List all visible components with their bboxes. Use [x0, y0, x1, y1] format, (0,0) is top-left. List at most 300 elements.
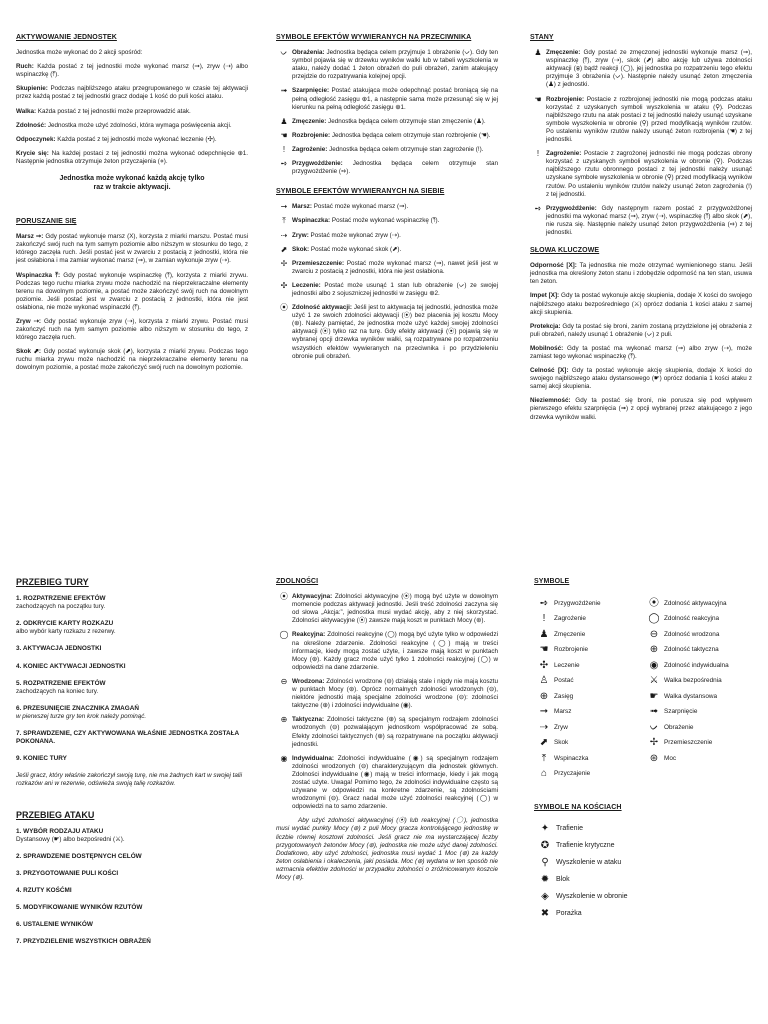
symbol-label: Przemieszczenie	[664, 739, 713, 747]
abilities-text	[292, 755, 498, 812]
symbol-icon: ➺	[539, 597, 549, 609]
symbol-label: Rozbrojenie	[554, 646, 589, 654]
dice-symbol-icon: ✦	[540, 822, 550, 834]
enemy_effects-term: Zagrożenie:	[292, 145, 328, 153]
enemy-effects-title: SYMBOLE EFEKTÓW WYWIERANYCH NA PRZECIWNIKA	[276, 34, 472, 41]
symbol-row	[534, 767, 644, 783]
states-text	[546, 49, 752, 89]
symbol-icon: ♟	[539, 628, 549, 640]
turn-step	[16, 645, 248, 653]
symbol-icon: ⬈	[539, 737, 549, 749]
enemy_effects-term: Rozbrojenie:	[292, 131, 331, 139]
movement-item	[16, 348, 248, 372]
effect-icon: ᨆ	[280, 48, 288, 58]
dice-symbol-label: Blok	[556, 875, 570, 883]
self_effects-text	[292, 304, 498, 361]
turn-step	[16, 755, 248, 763]
dice-symbol-label: Wyszkolenie w obronie	[556, 892, 628, 900]
turn-step-title: 2. ODKRYCIE KARTY ROZKAZU	[16, 620, 114, 628]
effect-icon: ⬈	[280, 244, 288, 254]
symbol-label: Zasięg	[554, 692, 574, 700]
state-icon: ➺	[534, 203, 542, 213]
enemy_effects-item	[276, 49, 498, 81]
self_effects-text	[292, 203, 498, 211]
symbol-icon: ✢	[649, 737, 659, 749]
symbol-label: Zryw	[554, 723, 568, 731]
symbol-row	[534, 674, 644, 690]
attack-step-title: 7. PRZYDZIELENIE WSZYSTKICH OBRAŻEŃ	[16, 938, 151, 946]
symbol-icon: ♙	[539, 675, 549, 687]
symbol-label: Walka bezpośrednia	[664, 677, 722, 685]
abilities-term: Aktywacyjna:	[292, 593, 333, 601]
activation-item	[16, 122, 248, 130]
activation-text: Na każdej postaci z tej jednostki można wykonać odepchnięcie ⊕1. Następnie jednostka otrzymuje żeton przyczajenia (⋄).	[16, 149, 249, 165]
activation-item	[16, 136, 248, 144]
symbol-icon: ➟	[649, 706, 659, 718]
abilities-item	[276, 631, 498, 671]
dice-symbol-label: Porażka	[556, 909, 582, 917]
movement-text: Gdy postać wykonuje skok (⬈), korzysta z miarki zrywu. Podczas tego ruchu miarka zrywu może nachodzić na nieprzekraczalne elementy terenu na dowolnym poziomie, a postać może zakończyć swój ruch na dowolnym poziomie.	[16, 348, 248, 372]
turn-step	[16, 680, 248, 696]
effect-icon: ➞	[280, 202, 288, 212]
keywords-term: Nieziemność:	[530, 397, 571, 405]
activation-term: Zdolność:	[16, 121, 47, 129]
symbol-label: Obrażenie	[664, 723, 694, 731]
abilities-item	[276, 678, 498, 710]
states-desc: Gdy postać ze zmęczonej jednostki wykonuje marsz (➞), wspinaczkę (⤒), zryw (⇢), skok (⬈) albo akcję lub używa zdolności aktywacji (⦿) bądź reakcji (◯), jej jednostka po rozpatrzeniu tego efektu przyjmuje 3 obrażenia (ᨆ). Następnie należy usunąć żeton zmęczenia (♟) z jednostki.	[546, 49, 752, 89]
states-term: Rozbrojenie:	[546, 95, 585, 103]
ability-icon: ◉	[280, 753, 288, 763]
enemy_effects-text	[292, 146, 498, 154]
movement-term: Marsz ➞:	[16, 233, 44, 241]
abilities-desc: Zdolności wrodzone (⊖) działają stale i nigdy nie mają kosztu w punktach Mocy (⊛). Oprócz normalnych zdolności wrodzonych (⊖), niektóre jednostki mają specjalne zdolności wrodzone (⊖): zdolności taktyczne (⊕) i zdolności indywidualne (◉).	[292, 677, 498, 710]
keywords-text: Ta jednostka nie może otrzymać wymienionego stanu. Jeśli jednostka ma określony żeton stanu i zdobędzie odporność na ten stan, usuwa ten żeton.	[530, 262, 752, 286]
symbol-label: Zdolność reakcyjna	[664, 615, 720, 623]
dice-symbol-row	[534, 820, 760, 837]
activation-title: AKTYWOWANIE JEDNOSTEK	[16, 34, 117, 41]
self_effects-text	[292, 282, 498, 298]
keywords-item	[530, 397, 752, 421]
activation-term: Krycie się:	[16, 149, 49, 157]
symbol-icon: ⚔	[649, 675, 659, 687]
symbol-label: Przygwożdżenie	[554, 599, 601, 607]
enemy_effects-item	[276, 87, 498, 111]
movement-term: Wspinaczka ⤒:	[16, 271, 61, 279]
turn-step-text: zachodzących na koniec tury.	[16, 687, 99, 695]
keywords-item	[530, 323, 752, 339]
attack-step	[16, 887, 248, 895]
symbol-label: Zdolność indywidualna	[664, 661, 729, 669]
symbol-row	[644, 596, 754, 612]
self_effects-item	[276, 232, 498, 240]
enemy_effects-term: Szarpnięcie:	[292, 87, 330, 95]
effect-icon: ☚	[280, 130, 288, 140]
states-column	[530, 34, 752, 428]
turn-step	[16, 705, 248, 721]
symbol-label: Wspinaczka	[554, 754, 589, 762]
abilities-desc: Zdolności reakcyjne (◯) mogą być użyte tylko w odpowiedzi na określone zdarzenie. Zdolności reakcyjne (◯) mają w treści informacje, kiedy mogą zostać użyte, i zawsze mają koszt w punktach Mocy (⊛). Każdy gracz może użyć tylko 1 zdolności reakcyjnej (◯) w odpowiedzi na dane zdarzenie.	[292, 631, 498, 671]
enemy_effects-desc: Jednostka będąca celem otrzymuje stan przygwożdżenie (➺).	[292, 160, 498, 176]
dice-title: SYMBOLE NA KOŚCIACH	[534, 804, 622, 812]
enemy_effects-item	[276, 146, 498, 154]
symbol-row	[534, 643, 644, 659]
self_effects-text	[292, 232, 498, 240]
dice-symbol-row	[534, 888, 760, 905]
symbols-column	[534, 578, 760, 922]
turn-step-title: 3. AKTYWACJA JEDNOSTKI	[16, 645, 102, 653]
keywords-term: Celność [X]:	[530, 367, 569, 375]
abilities-text	[292, 716, 498, 748]
enemy_effects-text	[292, 49, 498, 81]
abilities-text	[292, 678, 498, 710]
states-item	[530, 150, 752, 199]
enemy-effects-list	[276, 49, 498, 176]
symbol-icon: ✣	[539, 659, 549, 671]
symbol-label: Zdolność taktyczna	[664, 646, 719, 654]
attack-step-title: 4. RZUTY KOŚĆMI	[16, 886, 72, 894]
symbol-label: Przyczajenie	[554, 770, 591, 778]
self-effects-list	[276, 203, 498, 360]
states-desc: Gdy następnym razem postać z przygwożdżonej jednostki ma wykonać marsz (➞), zryw (⇢), wspinaczkę (⤒) albo skok (⬈), nie rusza się. Następnie należy usunąć żeton przygwożdżenia (➺) z tej jednostki.	[546, 204, 752, 236]
states-term: Przygwożdżenie:	[546, 204, 597, 212]
state-icon: ♟	[534, 48, 542, 58]
self-effects-title: SYMBOLE EFEKTÓW WYWIERANYCH NA SIEBIE	[276, 188, 445, 196]
enemy_effects-desc: Jednostka będąca celem otrzymuje stan zagrożenie (!).	[327, 145, 484, 153]
activation-text: Każda postać z tej jednostki może przeprowadzić atak.	[36, 107, 191, 115]
symbols-title: SYMBOLE	[534, 578, 570, 585]
symbol-icon: ☛	[649, 690, 659, 702]
symbol-icon: ☚	[539, 644, 549, 656]
keywords-item	[530, 292, 752, 316]
enemy_effects-text	[292, 118, 498, 126]
abilities-note: Aby użyć zdolności aktywacyjnej (⦿) lub reakcyjnej (◯), jednostka musi wydać punkty Mocy (⊛) z puli Mocy gracza kontrolującego jednostkę w liczbie równej kosztowi zdolności. Jeśli gracz nie ma wystarczającej liczby przygotowanych żetonów Mocy (⊛), jednostka nie może użyć danej zdolności. Dodatkowo, aby użyć zdolności, jednostka musi wydać 1 Moc (⊛) za każdy żeton osłabienia i okaleczenia, jaki posiada. Moc (⊛) wydana w ten sposób nie wzmacnia efektów zdolności w przypadku zdolności o zróżnicowanym koszcie Mocy (⊛).	[276, 817, 498, 881]
symbols-grid	[534, 596, 760, 782]
effect-icon: ⇢	[280, 230, 288, 240]
enemy_effects-text	[292, 132, 498, 140]
symbol-label: Marsz	[554, 708, 572, 716]
symbol-row	[644, 612, 754, 628]
turn-step	[16, 663, 248, 671]
self_effects-term: Marsz:	[292, 203, 312, 211]
symbol-label: Zdolność aktywacyjna	[664, 599, 727, 607]
symbol-row	[534, 720, 644, 736]
symbol-row	[644, 627, 754, 643]
activation-text: Jednostka może użyć zdolności, która wymaga poświęcenia akcji.	[46, 121, 232, 129]
symbol-row	[644, 658, 754, 674]
symbol-row	[644, 705, 754, 721]
abilities-term: Taktyczna:	[292, 716, 325, 724]
turn-step	[16, 730, 248, 746]
activation-note: Jednostka może wykonać każdą akcję tylko raz w trakcie aktywacji.	[59, 175, 205, 192]
self_effects-item	[276, 203, 498, 211]
movement-list	[16, 233, 248, 372]
keywords-text: Gdy ta postać ma wykonać marsz (➞) albo zryw (⇢), może zamiast tego wykonać wspinaczkę (⤒).	[530, 344, 752, 360]
enemy_effects-term: Obrażenia:	[292, 49, 325, 57]
activation-text: Podczas najbliższego ataku przegrupowanego w czasie tej aktywacji przez każdą postać z tej jednostki gracz dodaje 1 kość do puli kości ataku.	[16, 85, 248, 101]
dice-symbol-row	[534, 905, 760, 922]
symbol-row	[534, 736, 644, 752]
symbol-label: Postać	[554, 677, 574, 685]
attack-step-text: Dystansowy (☛) albo bezpośredni (⚔).	[16, 835, 125, 843]
attack-step-title: 6. USTALENIE WYNIKÓW	[16, 921, 93, 929]
symbol-icon: ➞	[539, 706, 549, 718]
activation-term: Odpoczynek:	[16, 135, 56, 143]
effect-icon: ➺	[280, 159, 288, 169]
abilities-item	[276, 755, 498, 812]
symbol-label: Zdolność wrodzona	[664, 630, 720, 638]
attack-steps	[16, 828, 248, 947]
dice-symbol-label: Trafienie krytyczne	[556, 841, 615, 849]
abilities-column	[276, 578, 498, 888]
enemy_effects-text	[292, 87, 498, 111]
self_effects-item	[276, 260, 498, 276]
symbol-row	[644, 643, 754, 659]
symbol-row	[644, 689, 754, 705]
dice-symbol-label: Trafienie	[556, 824, 583, 832]
attack-step-title: 5. MODYFIKOWANIE WYNIKÓW RZUTÓW	[16, 904, 143, 912]
abilities-desc: Zdolności aktywacyjne (⦿) mogą być użyte w dowolnym momencie podczas aktywacji jednostki. Jeśli treść zdolności zaczyna się od słowa „Akcja:”, jednostka musi wydać akcję, aby z niej skorzystać. Zdolności aktywacyjne (⦿) zawsze mają koszt w punktach Mocy (⊛).	[292, 593, 498, 625]
keywords-text: Gdy ta postać się broni, nie porusza się pod wpływem pierwszego efektu szarpnięcia (➟) z opcji wybranej przez atakującego z jego drzewka wyników walki.	[530, 397, 752, 421]
symbol-row	[534, 612, 644, 628]
abilities-term: Wrodzona:	[292, 677, 325, 685]
enemy_effects-desc: Postać atakująca może odepchnąć postać broniącą się na pełną odległość zasięgu ⊕1, a następnie sama może przesunąć się w jej kierunku na pełną odległość zasięgu ⊕1.	[292, 87, 498, 111]
states-term: Zmęczenie:	[546, 49, 581, 57]
keywords-title: SŁOWA KLUCZOWE	[530, 247, 600, 255]
symbol-row	[644, 751, 754, 767]
symbol-icon: ⊖	[649, 628, 659, 640]
ability-icon: ⦿	[280, 592, 288, 602]
activation-list	[16, 63, 248, 166]
effect-icon: ✢	[280, 258, 288, 268]
symbol-label: Zmęczenie	[554, 630, 586, 638]
states-item	[530, 205, 752, 237]
states-text	[546, 205, 752, 237]
symbols-left	[534, 596, 644, 782]
attack-step-title: 1. WYBÓR RODZAJU ATAKU	[16, 827, 104, 835]
abilities-text	[292, 631, 498, 671]
dice-symbol-icon: ✖	[540, 907, 550, 919]
abilities-term: Indywidualna:	[292, 754, 334, 762]
symbol-icon: ᨆ	[649, 721, 659, 733]
keywords-text: Gdy ta postać się broni, zanim zostaną przydzielone jej obrażenia z puli obrażeń, należy usunąć 1 obrażenie (ᨆ) z puli.	[530, 322, 752, 338]
dice-symbol-icon: ✹	[540, 873, 550, 885]
ability-icon: ◯	[279, 630, 289, 640]
symbol-icon: ◉	[649, 659, 659, 671]
turn-step	[16, 595, 248, 611]
turn-step-title: 5. ROZPATRZENIE EFEKTÓW	[16, 679, 106, 687]
dice-symbol-row	[534, 837, 760, 854]
enemy_effects-desc: Jednostka będąca celem przyjmuje 1 obrażenie (ᨆ). Gdy ten symbol pojawia się w drzewku wyników walki lub w tabeli wyszkolenia w ataku, należy dodać 1 żeton obrażeń do puli obrażeń, zanim atakujący przejdzie do rozpatrywania kolejnej opcji.	[292, 49, 498, 81]
activation-term: Ruch:	[16, 63, 34, 71]
ability-icon: ⊖	[280, 676, 288, 686]
keywords-text: Gdy ta postać wykonuje akcję skupienia, dodaje X kości do swojego najbliższego ataku bezpośredniego (⚔) oprócz dodania 1 kości ataku z samej akcji skupienia.	[530, 292, 752, 316]
abilities-item	[276, 593, 498, 625]
enemy_effects-term: Zmęczenie:	[292, 117, 327, 125]
keywords-item	[530, 262, 752, 286]
self_effects-term: Przemieszczenie:	[292, 259, 345, 267]
keywords-item	[530, 345, 752, 361]
turn-step-title: 7. SPRAWDZENIE, CZY AKTYWOWANA WŁAŚNIE JEDNOSTKA ZOSTAŁA POKONANA.	[16, 730, 239, 746]
turn-step-title: 6. PRZESUNIĘCIE ZNACZNIKA ZMAGAŃ	[16, 704, 139, 712]
dice-symbol-icon: ◈	[541, 890, 549, 902]
symbol-icon: ⇢	[539, 721, 549, 733]
symbol-label: Walka dystansowa	[664, 692, 718, 700]
abilities-list	[276, 593, 498, 811]
activation-term: Skupienie:	[16, 85, 48, 93]
symbol-row	[534, 596, 644, 612]
activation-text: Każda postać z tej jednostki może wykonać leczenie (✣).	[55, 135, 217, 143]
movement-term: Zryw ⇢:	[16, 317, 42, 325]
keywords-term: Odporność [X]:	[530, 262, 577, 270]
states-item	[530, 96, 752, 145]
movement-text: Gdy postać wykonuje marsz (X), korzysta z miarki marszu. Postać musi zakończyć swój ruch na tym samym poziomie albo niższym w stosunku do tego, z którego zaczęła ruch. Jeśli postać jest w zwarciu z postacią z jednostki, która nie jest osłabiona i ma zamiar wykonać marsz (➞), w zamian wykonuje zryw (⇢).	[16, 233, 248, 265]
states-desc: Postacie z zagrożonej jednostki nie mogą podczas obrony korzystać z uzyskanych symboli wyszkolenia w obronie (⚲). Podczas najbliższego rzutu obronnego postaci z tej jednostki należy usunąć uzyskane symbole wyszkolenia w obronie (⚲) przed modyfikacją wyników rzutów. Po ustaleniu wyników rzutów należy usunąć żeton zagrożenia (!) z tej jednostki.	[546, 150, 752, 198]
keywords-item	[530, 367, 752, 391]
symbol-row	[534, 627, 644, 643]
ability-icon: ⊕	[280, 715, 288, 725]
attack-step	[16, 870, 248, 878]
keywords-text: Gdy ta postać wykonuje akcję skupienia, dodaje X kości do swojego najbliższego ataku dystansowego (☛) oprócz dodania 1 kości ataku z samej akcji skupienia.	[530, 367, 752, 391]
self_effects-term: Leczenie:	[292, 281, 321, 289]
turn-step	[16, 620, 248, 636]
effect-icon: ➟	[280, 86, 288, 96]
symbol-row	[534, 751, 644, 767]
enemy_effects-item	[276, 118, 498, 126]
self_effects-term: Skok:	[292, 245, 310, 253]
enemy_effects-text	[292, 160, 498, 176]
symbol-row	[644, 720, 754, 736]
enemy_effects-item	[276, 132, 498, 140]
attack-step	[16, 938, 248, 946]
enemy_effects-item	[276, 160, 498, 176]
effect-icon: ⦿	[280, 303, 288, 313]
attack-step-title: 3. PRZYGOTOWANIE PULI KOŚCI	[16, 869, 119, 877]
symbol-row	[534, 689, 644, 705]
symbol-icon: !	[542, 613, 546, 625]
attack-step	[16, 828, 248, 844]
self_effects-term: Zryw:	[292, 231, 309, 239]
activation-column	[16, 34, 248, 379]
effects-column	[276, 34, 498, 367]
attack-title: PRZEBIEG ATAKU	[16, 809, 95, 820]
activation-item	[16, 63, 248, 79]
symbol-row	[644, 736, 754, 752]
sequence-column	[16, 578, 248, 955]
abilities-desc: Zdolności taktyczne (⊕) są specjalnym rodzajem zdolności wrodzonych (⊖) pozwalającym jednostkom współpracować ze sobą. Efekty zdolności taktycznych (⊕) są rozpatrywane na początku aktywacji jednostki.	[292, 716, 498, 748]
turn-step-title: 9. KONIEC TURY	[16, 755, 67, 763]
turn-step-text: zachodzących na początku tury.	[16, 603, 106, 611]
state-icon: ☚	[534, 94, 542, 104]
self_effects-term: Wspinaczka:	[292, 217, 331, 225]
enemy_effects-desc: Jednostka będąca celem otrzymuje stan zmęczenie (♟).	[326, 117, 486, 125]
self_effects-desc: Postać może wykonać wspinaczkę (⤒).	[330, 217, 440, 225]
self_effects-desc: Postać może wykonać marsz (➞).	[311, 203, 409, 211]
symbol-icon: ⊛	[649, 752, 659, 764]
states-title: STANY	[530, 34, 554, 41]
abilities-text	[292, 593, 498, 625]
attack-step-title: 2. SPRAWDZENIE DOSTĘPNYCH CELÓW	[16, 852, 142, 860]
symbol-label: Leczenie	[554, 661, 580, 669]
symbol-icon: ⤒	[541, 752, 547, 764]
dice-symbol-row	[534, 854, 760, 871]
movement-item	[16, 272, 248, 312]
enemy_effects-desc: Jednostka będąca celem otrzymuje stan rozbrojenie (☚).	[330, 131, 491, 139]
movement-text: Gdy postać wykonuje wspinaczkę (⤒), korzysta z miarki zrywu. Podczas tego ruchu miarka zrywu może nachodzić na nieprzekraczalne elementy terenu na dowolnym poziomie, a postać może zakończyć swój ruch na dowolnym poziomie. Jeśli postać jest w zwarciu z postacią z jednostki, która nie jest osłabiona, nie może wykonać wspinaczki (⤒).	[16, 271, 248, 311]
self_effects-desc: Postać może usunąć 1 stan lub obrażenie (ᨆ) ze swojej jednostki albo z sojuszniczej jednostki w zasięgu ⊕2.	[292, 281, 498, 297]
movement-item	[16, 233, 248, 265]
attack-step	[16, 853, 248, 861]
keywords-term: Mobilność:	[530, 344, 564, 352]
activation-intro: Jednostka może wykonać do 2 akcji spośród:	[16, 49, 143, 57]
states-desc: Postacie z rozbrojonej jednostki nie mogą podczas ataku korzystać z uzyskanych symboli wyszkolenia w ataku (⚲). Podczas najbliższego rzutu na atak postaci z tej jednostki należy usunąć uzyskane symbole wyszkolenia w obronie (⚲) przed modyfikacją wyników rzutów. Po ustaleniu wyników rzutów należy usunąć żeton rozbrojenia (☚) z tej jednostki.	[546, 95, 752, 144]
abilities-term: Reakcyjna:	[292, 631, 326, 639]
attack-step	[16, 921, 248, 929]
dice-symbol-icon: ✪	[540, 839, 550, 851]
symbol-icon: ⊕	[539, 690, 549, 702]
turn-step-title: 4. KONIEC AKTYWACJI JEDNOSTKI	[16, 662, 126, 670]
keywords-term: Protekcja:	[530, 322, 561, 330]
symbol-row	[534, 705, 644, 721]
symbol-row	[534, 658, 644, 674]
self_effects-desc: Postać może wykonać marsz (➞), nawet jeśli jest w zwarciu z postacią z jednostki, która nie jest osłabiona.	[292, 259, 498, 275]
self_effects-item	[276, 304, 498, 361]
effect-icon: ⤒	[282, 216, 286, 226]
self_effects-text	[292, 260, 498, 276]
symbol-label: Szarpnięcie	[664, 708, 698, 716]
activation-text: Każda postać z tej jednostki może wykonać marsz (➞), zryw (⇢) albo wspinaczkę (⤒).	[16, 63, 248, 79]
states-text	[546, 96, 752, 145]
self_effects-desc: Postać może wykonać skok (⬈).	[309, 245, 402, 253]
movement-item	[16, 318, 248, 342]
self_effects-desc: Jeśli jest to aktywacja tej jednostki, jednostka może użyć 1 ze swoich zdolności aktywacji (⦿) bez płacenia jej kosztu Mocy (⊛). Należy pamiętać, że jednostka może użyć każdej swojej zdolności aktywacji (⦿) tylko raz na turę. Gdy efekty aktywacji (⦿) pojawią się w wybranej opcji drzewka wyników walki, są rozpatrywane po rozpatrzeniu wszystkich efektów wywieranych na przeciwnika i po przydzieleniu obronie puli obrażeń.	[292, 304, 498, 360]
turn-note: Jeśli gracz, który właśnie zakończył swoją turę, nie ma żadnych kart w swojej talii rozkazów ani w rezerwie, odświeża swoją talię rozkazów.	[16, 772, 243, 788]
self_effects-item	[276, 282, 498, 298]
turn-step-title: 1. ROZPATRZENIE EFEKTÓW	[16, 595, 106, 603]
activation-item	[16, 150, 248, 166]
self_effects-item	[276, 246, 498, 254]
dice-symbol-label: Wyszkolenie w ataku	[556, 858, 622, 866]
abilities-item	[276, 716, 498, 748]
movement-title: PORUSZANIE SIĘ	[16, 218, 77, 226]
effect-icon: !	[282, 144, 286, 154]
states-term: Zagrożenie:	[546, 150, 582, 158]
effect-icon: ♟	[280, 116, 288, 126]
enemy_effects-term: Przygwożdżenie:	[292, 160, 343, 168]
self_effects-item	[276, 217, 498, 225]
symbols-right	[644, 596, 754, 782]
symbol-icon: ⦿	[649, 597, 659, 609]
symbol-icon: ⊕	[649, 644, 659, 656]
effect-icon: ✣	[280, 280, 288, 290]
attack-step	[16, 904, 248, 912]
states-item	[530, 49, 752, 89]
symbol-icon: ◯	[648, 613, 660, 625]
symbol-label: Zagrożenie	[554, 615, 586, 623]
abilities-title: ZDOLNOŚCI	[276, 578, 319, 585]
symbol-row	[644, 674, 754, 690]
turn-step-text: w pierwszej turze gry ten krok należy pominąć.	[16, 712, 147, 720]
abilities-desc: Zdolności indywidualne (◉) są specjalnym rodzajem zdolności wrodzonych (⊖) charakteryzującym dla jednostek głównych. Zdolności indywidualne (◉) mają w treści informacje, kiedy i jak mogą zostać użyte. Uwaga! Pomimo tego, że zdolności indywidualne często są używane w odpowiedzi na konkretne zdarzenie, są zdolnościami wrodzonymi (⊖). Gracz nadal może użyć zdolności reakcyjnej (◯) w odpowiedzi na to samo zdarzenie.	[292, 754, 498, 811]
self_effects-desc: Postać może wykonać zryw (⇢).	[308, 231, 401, 239]
dice-list	[534, 820, 760, 922]
self_effects-term: Zdolność aktywacji:	[292, 304, 352, 312]
self_effects-text	[292, 246, 498, 254]
symbol-label: Skok	[554, 739, 569, 747]
states-text	[546, 150, 752, 199]
activation-item	[16, 85, 248, 101]
movement-text: Gdy postać wykonuje zryw (⇢), korzysta z miarki zrywu. Postać musi zakończyć ruch na tym samym poziomie albo niższym w stosunku do tego, z którego zaczęła ruch.	[16, 317, 248, 342]
turn-step-text: albo wybór karty rozkazu z rezerwy.	[16, 628, 116, 636]
